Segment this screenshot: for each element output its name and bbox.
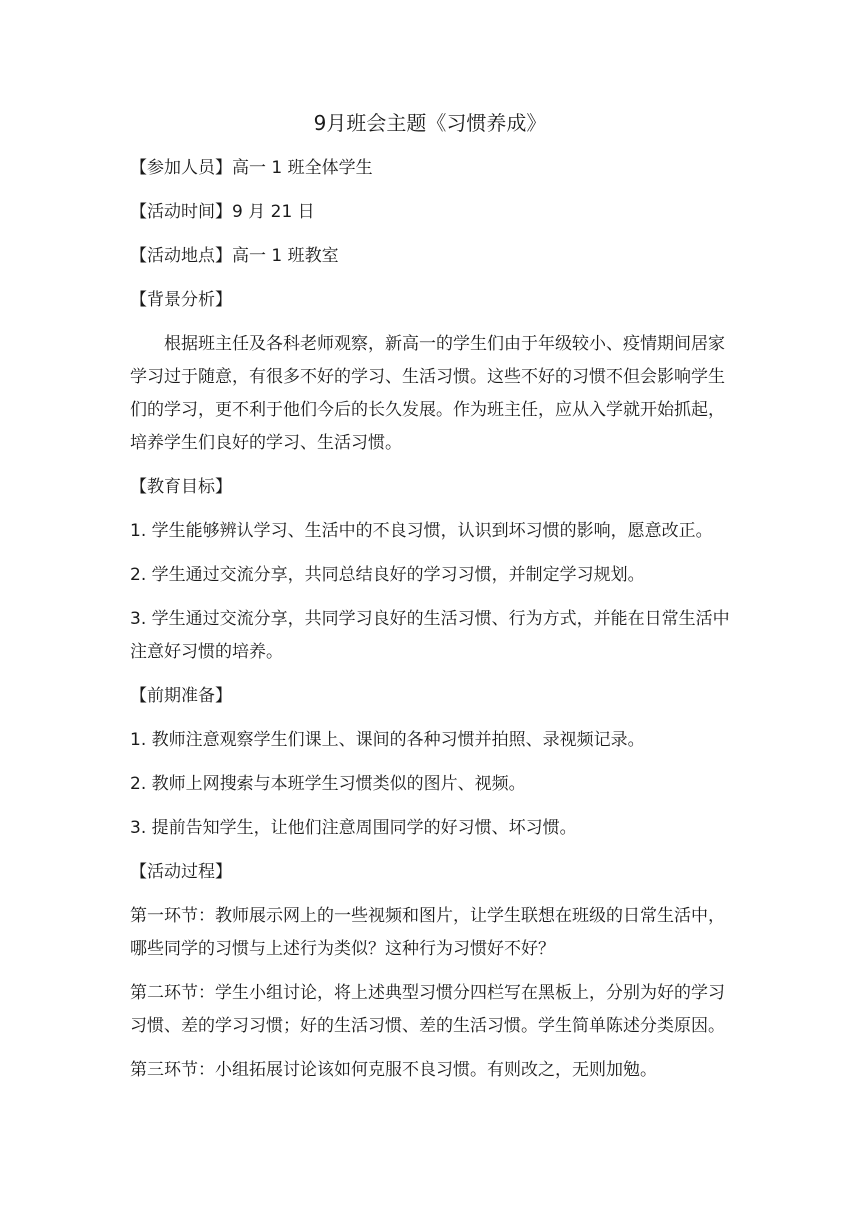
participants-line <box>130 152 730 185</box>
process-step: 第一环节：教师展示网上的一些视频和图片，让学生联想在班级的日常生活中，哪些同学的习惯与上述行为类似？这种行为习惯好不好？ <box>130 906 725 959</box>
place-value: 高一 1 班教室 <box>232 246 339 266</box>
prep-item: 1. 教师注意观察学生们课上、课间的各种习惯并拍照、录视频记录。 <box>130 730 645 750</box>
background-paragraph: 根据班主任及各科老师观察，新高一的学生们由于年级较小、疫情期间居家学习过于随意，有很多不好的学习、生活习惯。这些不好的习惯不但会影响学生们的学习，更不利于他们今后的长久发展。作为班主任，应从入学就开始抓起，培养学生们良好的学习、生活习惯。 <box>130 334 725 453</box>
place-line <box>130 240 730 273</box>
time-line <box>130 196 730 229</box>
prep-heading: 【前期准备】 <box>130 686 232 706</box>
time-value: 9 月 21 日 <box>232 202 315 222</box>
prep-item: 3. 提前告知学生，让他们注意周围同学的好习惯、坏习惯。 <box>130 818 577 838</box>
goal-item: 3. 学生通过交流分享，共同学习良好的生活习惯、行为方式，并能在日常生活中注意好习惯的培养。 <box>130 609 730 662</box>
process-step: 第二环节：学生小组讨论，将上述典型习惯分四栏写在黑板上，分别为好的学习习惯、差的学习习惯；好的生活习惯、差的生活习惯。学生简单陈述分类原因。 <box>130 983 725 1036</box>
participants-value: 高一 1 班全体学生 <box>232 158 373 178</box>
goal-item: 1. 学生能够辨认学习、生活中的不良习惯，认识到坏习惯的影响，愿意改正。 <box>130 521 713 541</box>
document-body <box>130 152 730 1098</box>
goals-heading: 【教育目标】 <box>130 477 232 497</box>
participants-label: 【参加人员】 <box>130 158 232 178</box>
process-step: 第三环节：小组拓展讨论该如何克服不良习惯。有则改之，无则加勉。 <box>130 1060 657 1080</box>
prep-item: 2. 教师上网搜索与本班学生习惯类似的图片、视频。 <box>130 774 526 794</box>
time-label: 【活动时间】 <box>130 202 232 222</box>
goal-item: 2. 学生通过交流分享，共同总结良好的学习习惯，并制定学习规划。 <box>130 565 645 585</box>
place-label: 【活动地点】 <box>130 246 232 266</box>
background-heading: 【背景分析】 <box>130 290 232 310</box>
document-title: 9月班会主题《习惯养成》 <box>313 111 547 135</box>
process-heading: 【活动过程】 <box>130 862 232 882</box>
